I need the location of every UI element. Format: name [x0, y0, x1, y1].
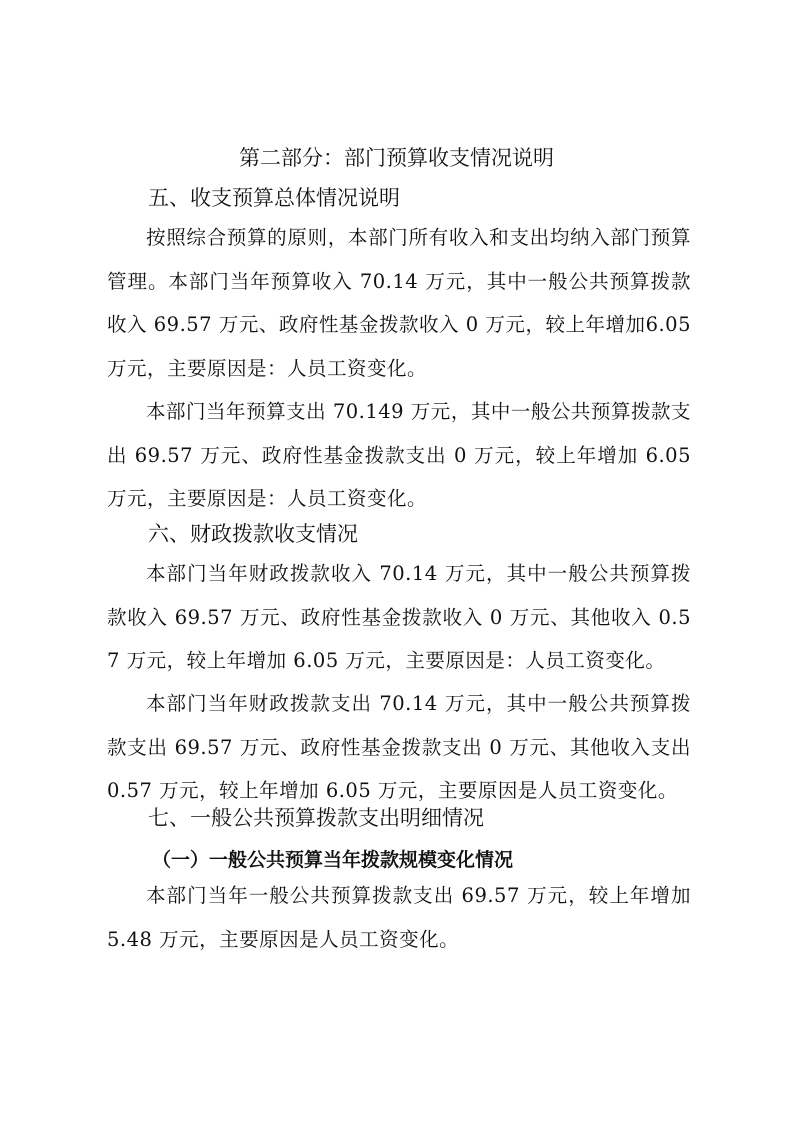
paragraph-overall-income: 按照综合预算的原则，本部门所有收入和支出均纳入部门预算管理。本部门当年预算收入 70.14 万元，其中一般公共预算拨款收入 69.57 万元、政府性基金拨款收入 0 万元，较上年增加6.05 万元，主要原因是：人员工资变化。: [107, 226, 691, 380]
section-heading-general-budget: 七、一般公共预算拨款支出明细情况: [148, 806, 484, 830]
paragraph-general-budget-expense: 本部门当年一般公共预算拨款支出 69.57 万元，较上年增加 5.48 万元，主要原因是人员工资变化。: [107, 884, 691, 951]
paragraph-fiscal-income: 本部门当年财政拨款收入 70.14 万元，其中一般公共预算拨款收入 69.57 万元、政府性基金拨款收入 0 万元、其他收入 0.57 万元，较上年增加 6.05 万元，主要原因是：人员工资变化。: [107, 562, 691, 672]
section-heading-overall: 五、收支预算总体情况说明: [148, 186, 400, 210]
paragraph-fiscal-expense: 本部门当年财政拨款支出 70.14 万元，其中一般公共预算拨款支出 69.57 万元、政府性基金拨款支出 0 万元、其他收入支出 0.57 万元，较上年增加 6.05 万元，主要原因是人员工资变化。: [107, 692, 691, 802]
page-title: 第二部分：部门预算收支情况说明: [239, 146, 554, 170]
subsection-heading-scale-change: （一）一般公共预算当年拨款规模变化情况: [152, 849, 514, 871]
section-heading-fiscal: 六、财政拨款收支情况: [148, 522, 358, 546]
paragraph-overall-expense: 本部门当年预算支出 70.149 万元，其中一般公共预算拨款支出 69.57 万元、政府性基金拨款支出 0 万元，较上年增加 6.05 万元，主要原因是：人员工资变化。: [107, 400, 691, 510]
